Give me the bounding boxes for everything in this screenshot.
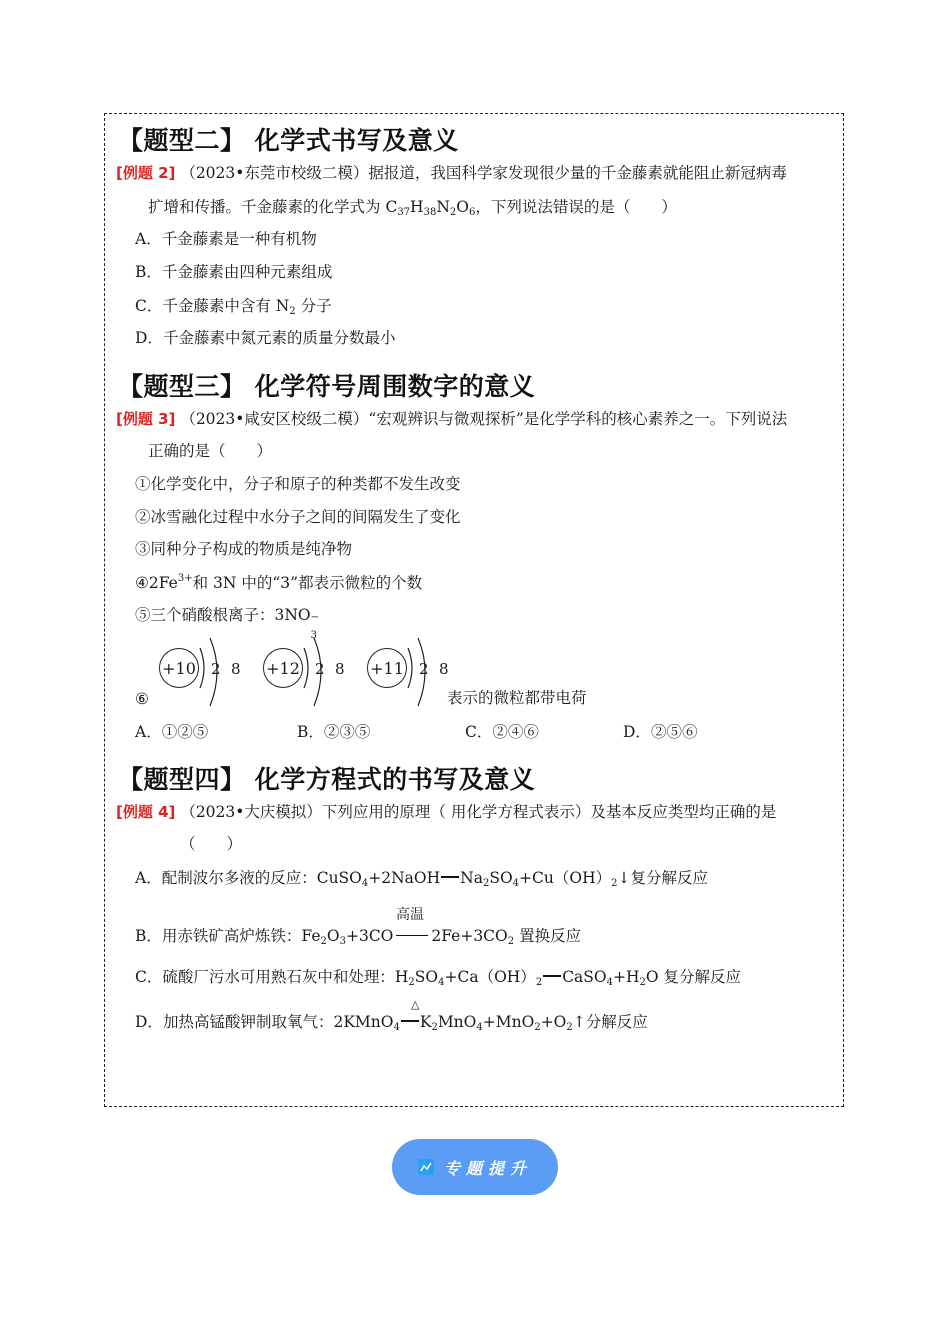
statement-4: $④2Fe^{3+}$和 3N 中的“3”都表示微粒的个数 [135, 573, 423, 592]
example-4-line2: （ ） [180, 835, 243, 853]
example-3-line2: 正确的是（ ） [148, 442, 273, 460]
statement-2: ②冰雪融化过程中水分子之间的间隔发生了变化 [135, 508, 461, 526]
section-title-type2: 【题型二】 化学式书写及意义 [118, 126, 459, 155]
condition-heat: △ [411, 998, 420, 1011]
statement-3: ③同种分子构成的物质是纯净物 [135, 540, 353, 558]
statement-6-marker: ⑥ [135, 690, 149, 708]
option-a[interactable]: A．千金藤素是一种有机物 [135, 230, 317, 248]
choice-b[interactable]: B．②③⑤ [297, 723, 371, 741]
choice-c[interactable]: C．②④⑥ [465, 723, 539, 741]
choice-d[interactable]: D．②⑤⑥ [623, 723, 698, 741]
example-4-line1: [例题 4] （2023•大庆模拟）下列应用的原理（ 用化学方程式表示）及基本反应类型均正确的是 [116, 803, 777, 821]
section-title-type3: 【题型三】 化学符号周围数字的意义 [118, 372, 536, 401]
section-title-type4: 【题型四】 化学方程式的书写及意义 [118, 765, 536, 794]
example-3-line1: [例题 3] （2023•咸安区校级二模）“宏观辨识与微观探析”是化学学科的核心素养之一。下列说法 [116, 410, 788, 428]
example-tag: [例题 2] [116, 164, 176, 182]
example-source: （2023•东莞市校级二模） [180, 164, 369, 182]
chart-line-icon [418, 1159, 434, 1175]
option-d[interactable]: D．千金藤素中氮元素的质量分数最小 [135, 329, 396, 347]
statement-1: ①化学变化中，分子和原子的种类都不发生改变 [135, 475, 461, 493]
example-2-line1: [例题 2] （2023•东莞市校级二模）据报道，我国科学家发现很少量的千金藤素就能阻止新冠病毒 [116, 164, 787, 182]
option-c[interactable]: C．千金藤素中含有 $N_2$ 分子 [135, 297, 332, 317]
condition-high-temp: 高温 [396, 907, 424, 923]
equation-option-b[interactable]: B．用赤铁矿高炉炼铁：$Fe_2O_3+3CO$ $2Fe+3CO_2$ 置换反应 [135, 927, 582, 947]
topic-upgrade-button[interactable] [392, 1139, 558, 1195]
statement-5: ⑤三个硝酸根离子：3NO − 3 [135, 606, 320, 641]
example-2-line2: 扩增和传播。千金藤素的化学式为 $C_{37}H_{38}N_2O_6$，下列说法错误的是（ ） [148, 198, 677, 218]
choice-a[interactable]: A．①②⑤ [135, 723, 209, 741]
option-b[interactable]: B．千金藤素由四种元素组成 [135, 263, 333, 281]
topic-upgrade-label: 专题提升 [443, 1158, 532, 1178]
equation-option-d[interactable]: D．加热高锰酸钾制取氧气：2KMnO$_4$ $K_2MnO_4+MnO_2+O_2↑$分解反应 [135, 1013, 648, 1033]
equation-option-a[interactable]: A．配制波尔多液的反应：CuSO$_4$+2NaOH $Na_2SO_4+Cu(OH)_2↓$复分解反应 [135, 869, 708, 889]
statement-6-text: 表示的微粒都带电荷 [447, 689, 587, 707]
equation-option-c[interactable]: C．硫酸厂污水可用熟石灰中和处理：$H_2SO_4+Ca(OH)_2$ $CaSO_4+H_2O$ 复分解反应 [135, 968, 742, 988]
